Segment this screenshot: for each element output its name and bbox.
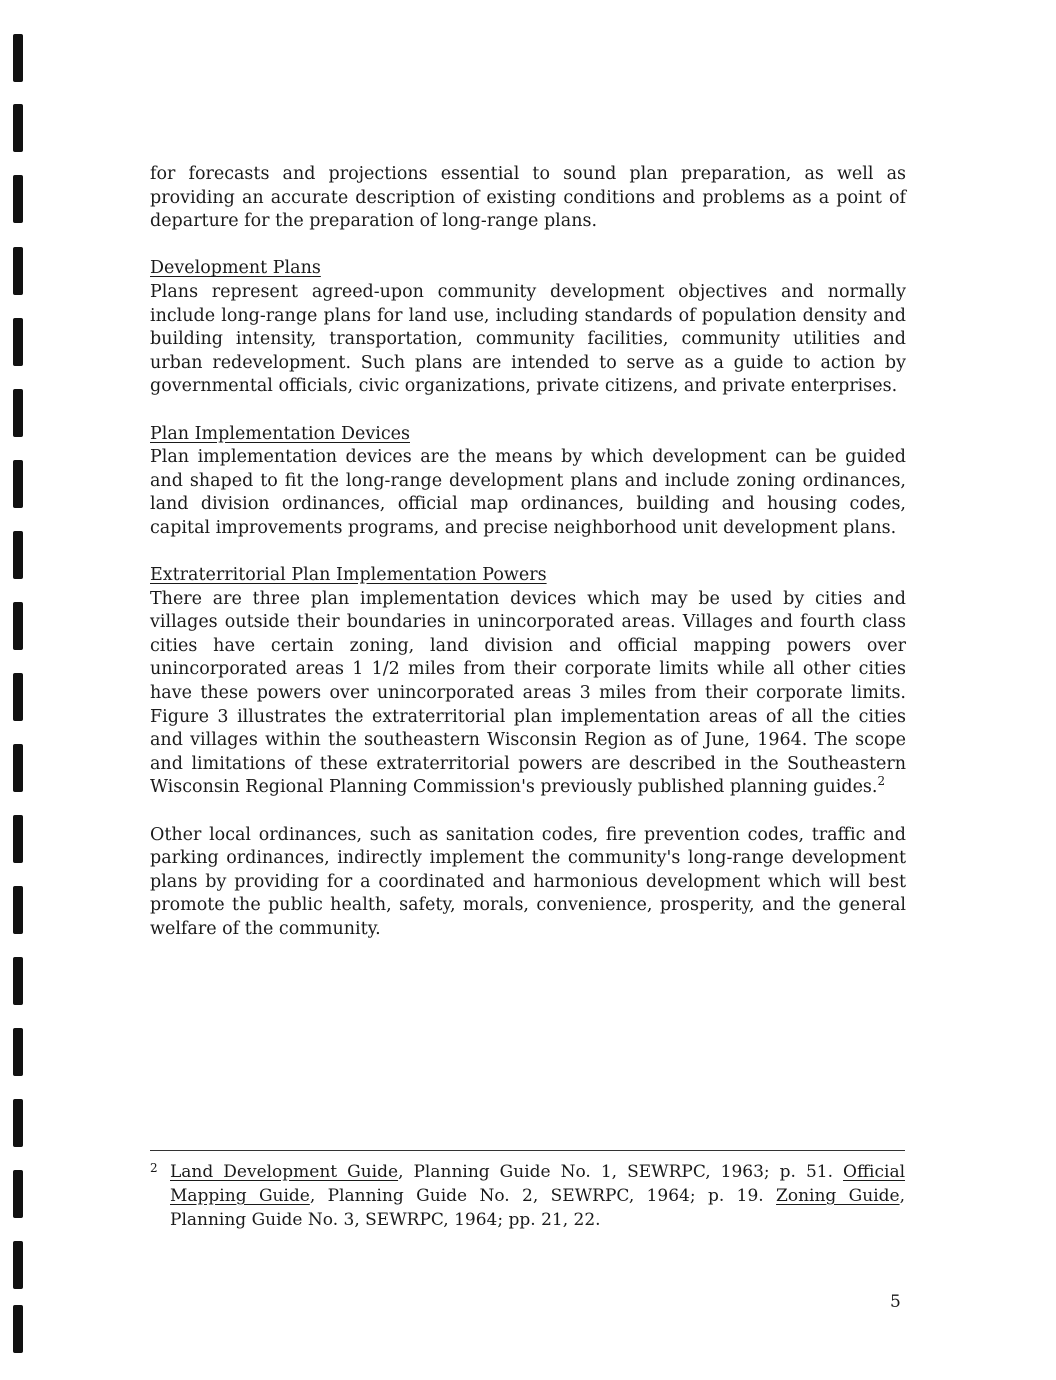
footnote-marker: 2 <box>150 1161 158 1175</box>
binding-marks <box>0 0 40 1380</box>
section-extraterritorial-powers <box>150 564 906 800</box>
binding-mark <box>13 602 23 650</box>
binding-mark <box>13 460 23 508</box>
footnote-guide-title: Official Mapping Guide <box>170 1162 906 1206</box>
section-body-text: There are three plan implementation devices which may be used by cities and villages outside their boundaries in unincorporated areas. Villages and fourth class cities have certain zoning, land division and official mapping powers over unincorporated areas 1 1/2 miles from their corporate limits while all other cities have these powers over unincorporated areas 3 miles from their corporate limits. Figure 3 illustrates the extraterritorial plan implementation areas of all the cities and villages within the southeastern Wisconsin Region as of June, 1964. The scope and limitations of these extraterritorial powers are described in the Southeastern Wisconsin Regional Planning Commission's previously published planning guides. <box>150 588 906 798</box>
footnote-guide-title: Land Development Guide <box>170 1162 399 1182</box>
binding-mark <box>13 1305 23 1353</box>
binding-mark <box>13 531 23 579</box>
footnote <box>150 1160 905 1232</box>
footnote-text <box>170 1160 905 1232</box>
footnote-guide-details: , Planning Guide No. 3, SEWRPC, 1964; pp. 21, 22. <box>170 1186 905 1230</box>
main-text <box>150 163 906 942</box>
footnote-guide-details: , Planning Guide No. 2, SEWRPC, 1964; p. 19. <box>309 1186 777 1206</box>
binding-mark <box>13 815 23 863</box>
binding-mark <box>13 886 23 934</box>
footnote-guide-title: Zoning Guide <box>776 1186 900 1206</box>
binding-mark <box>13 175 23 223</box>
section-body <box>150 588 906 800</box>
page-number: 5 <box>890 1292 901 1312</box>
section-body: Plan implementation devices are the means by which development can be guided and shaped to fit the long-range development plans and include zoning ordinances, land division ordinances, official map ordinances, building and housing codes, capital improvements programs, and precise neighborhood unit development plans. <box>150 447 906 538</box>
binding-mark <box>13 957 23 1005</box>
closing-paragraph: Other local ordinances, such as sanitation codes, fire prevention codes, traffic and parking ordinances, indirectly implement the community's long-range development plans by providing for a coordinated and harmonious development which will best promote the public health, safety, morals, convenience, prosperity, and the general welfare of the community. <box>150 824 906 939</box>
binding-mark <box>13 247 23 295</box>
intro-paragraph: for forecasts and projections essential to sound plan preparation, as well as providing an accurate description of existing conditions and problems as a point of departure for the preparation of long-range plans. <box>150 164 906 232</box>
binding-mark <box>13 1028 23 1076</box>
binding-mark <box>13 1170 23 1218</box>
binding-mark <box>13 34 23 82</box>
binding-mark <box>13 389 23 437</box>
section-body: Plans represent agreed-upon community development objectives and normally include long-range plans for land use, including standards of population density and building intensity, transportation, community facilities, community utilities and urban redevelopment. Such plans are intended to serve as a guide to action by governmental officials, civic organizations, private citizens, and private enterprises. <box>150 281 906 397</box>
section-plan-implementation-devices <box>150 423 906 541</box>
section-heading: Extraterritorial Plan Implementation Powers <box>150 565 547 586</box>
binding-mark <box>13 1099 23 1147</box>
binding-mark <box>13 744 23 792</box>
section-heading: Development Plans <box>150 258 321 279</box>
section-heading: Plan Implementation Devices <box>150 423 410 444</box>
binding-mark <box>13 318 23 366</box>
binding-mark <box>13 1241 23 1289</box>
binding-mark <box>13 104 23 152</box>
binding-mark <box>13 673 23 721</box>
section-development-plans <box>150 257 906 399</box>
footnote-divider <box>150 1150 905 1151</box>
footnote-guide-details: , Planning Guide No. 1, SEWRPC, 1963; p. 51. <box>398 1162 844 1182</box>
footnote-reference: 2 <box>877 774 886 789</box>
